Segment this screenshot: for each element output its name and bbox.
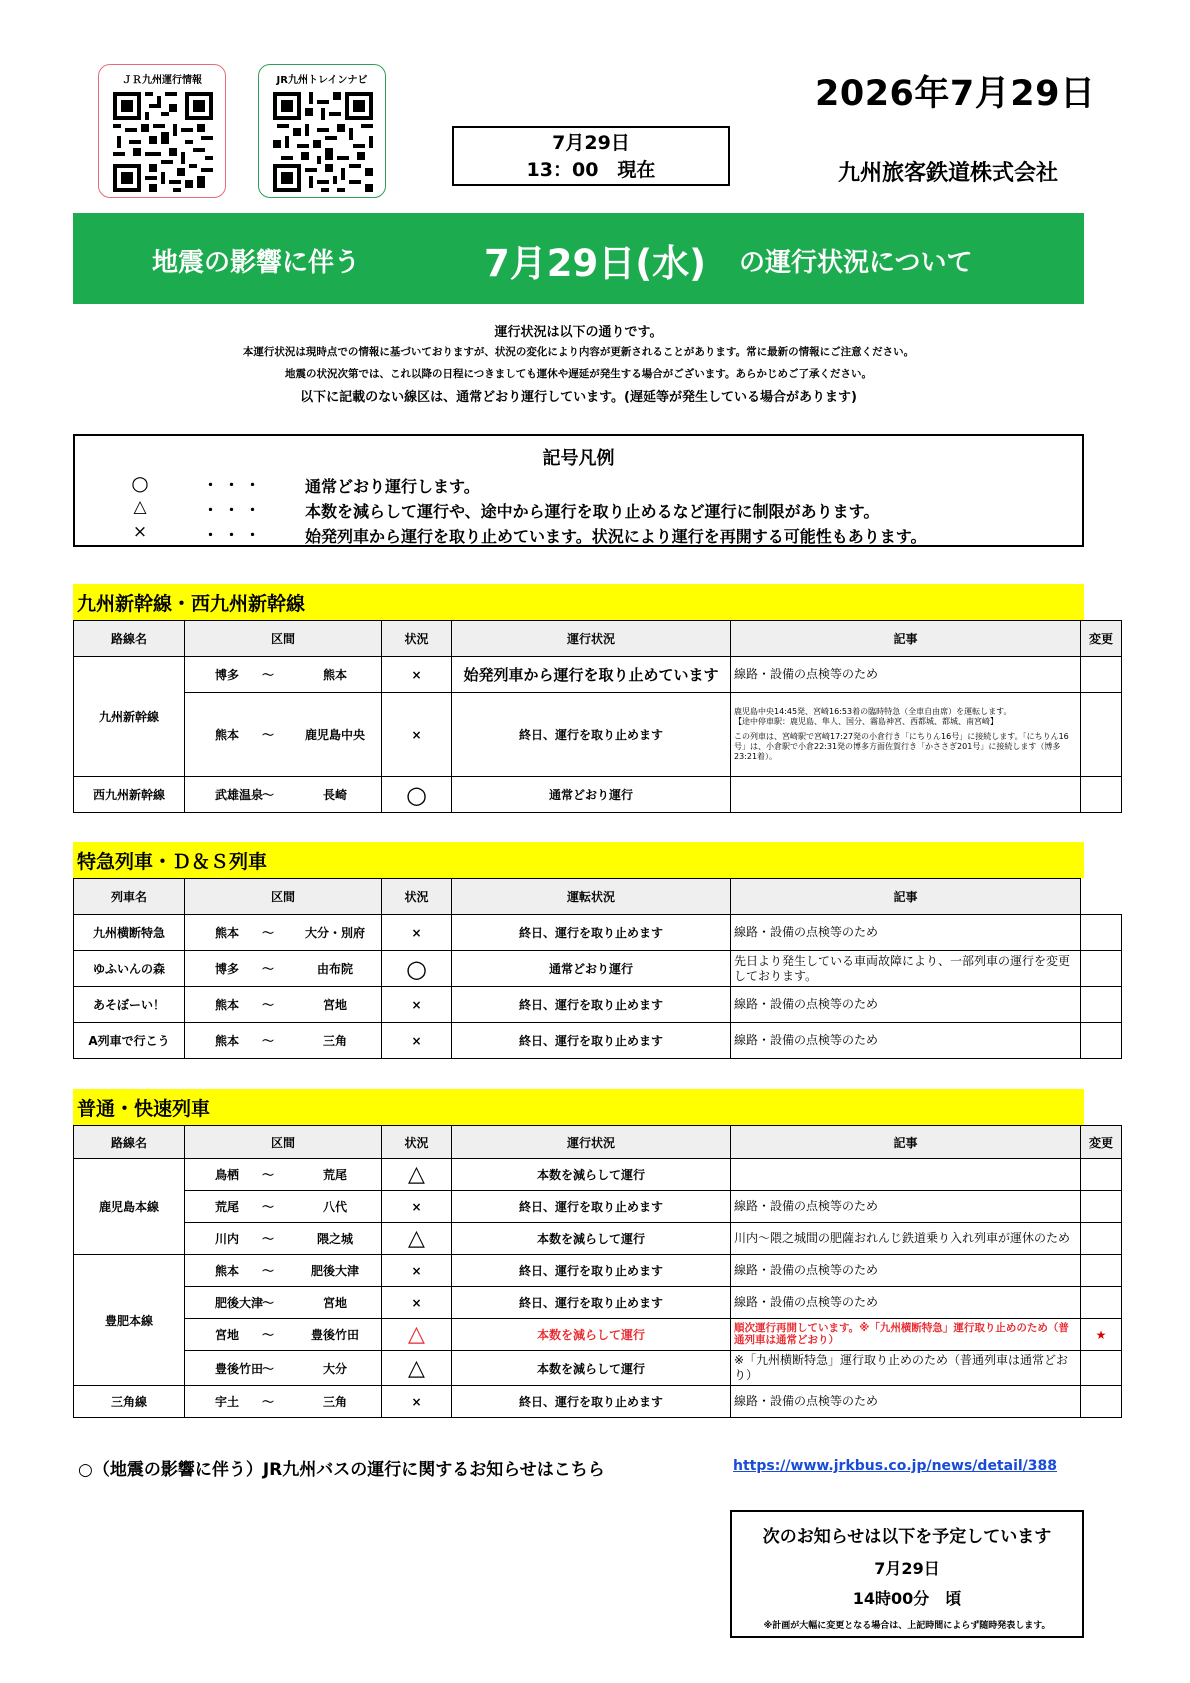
change-cell: [1081, 1159, 1122, 1191]
legend-triangle-desc: 本数を減らして運行や、途中から運行を取り止めるなど運行に制限があります。: [305, 502, 880, 521]
section-tilde: ～: [261, 926, 274, 940]
section-from: 宮地: [215, 1328, 240, 1342]
next-notice-date: 7月29日: [874, 1559, 940, 1578]
status-symbol: ×: [382, 1287, 452, 1319]
page-date: 2026年7月29日: [815, 74, 1096, 114]
section-to: 熊本: [322, 668, 347, 682]
section-to: 大分・別府: [304, 926, 365, 940]
section-cell: [185, 1255, 382, 1287]
shinkansen-table: [73, 620, 1122, 813]
bus-notice-link[interactable]: https://www.jrkbus.co.jp/news/detail/388: [733, 1458, 1058, 1474]
table-row: [74, 1191, 1122, 1223]
express-table: [73, 878, 1122, 1059]
section-tilde: ～: [261, 1328, 274, 1342]
section-to: 長崎: [322, 788, 347, 802]
table-row: [74, 1223, 1122, 1255]
col-header-change: 変更: [1081, 621, 1122, 657]
operation-status: 本数を減らして運行: [452, 1319, 731, 1351]
empty-header-cell: [1081, 879, 1122, 915]
section-cell: [185, 777, 382, 813]
col-header-note: 記事: [731, 879, 1081, 915]
banner-date: 7月29日(水): [484, 242, 707, 285]
section-from: 荒尾: [215, 1200, 240, 1214]
note-cell: 順次運行再開しています。※「九州横断特急」運行取り止めのため（普通列車は通常どおり）: [731, 1319, 1081, 1351]
operation-status: 終日、運行を取り止めます: [452, 1386, 731, 1418]
train-name: ゆふいんの森: [74, 951, 185, 987]
col-header-operation: 運行状況: [452, 1126, 731, 1159]
section-tilde: ～: [261, 1296, 274, 1310]
train-name: 九州横断特急: [74, 915, 185, 951]
section-tilde: ～: [261, 962, 274, 976]
table-row: [74, 1255, 1122, 1287]
change-cell: [1081, 1255, 1122, 1287]
operation-status: 終日、運行を取り止めます: [452, 1023, 731, 1059]
qr-card-operation-info[interactable]: [98, 64, 226, 198]
status-symbol: ×: [382, 1255, 452, 1287]
next-notice-time: 14時00分 頃: [852, 1589, 962, 1608]
section-from: 熊本: [215, 728, 240, 742]
legend-cross-desc: 始発列車から運行を取り止めています。状況により運行を再開する可能性もあります。: [305, 527, 927, 546]
section-cell: [185, 657, 382, 693]
section-to: 肥後大津: [310, 1264, 359, 1278]
table-row: [74, 951, 1122, 987]
section-cell: [185, 1191, 382, 1223]
table-header-row: [74, 1126, 1122, 1159]
col-header-train: 列車名: [74, 879, 185, 915]
note-cell: 線路・設備の点検等のため: [731, 987, 1081, 1023]
operation-status: 終日、運行を取り止めます: [452, 1287, 731, 1319]
table-row: [74, 915, 1122, 951]
col-header-line: 路線名: [74, 621, 185, 657]
section-to: 隈之城: [316, 1232, 353, 1246]
section-title-shinkansen: 九州新幹線・西九州新幹線: [73, 584, 1084, 620]
legend-triangle-symbol: △: [133, 497, 147, 517]
note-cell: 線路・設備の点検等のため: [731, 1191, 1081, 1223]
section-from: 肥後大津: [215, 1296, 264, 1310]
legend-circle-desc: 通常どおり運行します。: [305, 477, 480, 496]
operation-status: 終日、運行を取り止めます: [452, 1191, 731, 1223]
col-header-section: 区間: [185, 621, 382, 657]
legend-circle-symbol: ○: [131, 471, 149, 495]
next-notice-box: [730, 1510, 1084, 1638]
col-header-change: 変更: [1081, 1126, 1122, 1159]
current-time: 13：00 現在: [526, 159, 656, 181]
operation-status: 終日、運行を取り止めます: [452, 1255, 731, 1287]
status-symbol: ×: [382, 915, 452, 951]
status-symbol: ×: [382, 1386, 452, 1418]
col-header-line: 路線名: [74, 1126, 185, 1159]
banner-part-3: の運行状況について: [739, 248, 973, 278]
section-from: 宇土: [215, 1395, 240, 1409]
section-from: 博多: [215, 668, 240, 682]
section-cell: [185, 1223, 382, 1255]
section-to: 宮地: [322, 1296, 347, 1310]
section-tilde: ～: [261, 1200, 274, 1214]
status-symbol: △: [382, 1159, 452, 1191]
change-cell: [1081, 1386, 1122, 1418]
legend-dots: ・・・: [203, 476, 267, 494]
section-tilde: ～: [261, 1361, 274, 1376]
status-symbol: ×: [382, 1023, 452, 1059]
section-to: 三角: [322, 1034, 347, 1048]
table-header-row: [74, 621, 1122, 657]
col-header-note: 記事: [731, 621, 1081, 657]
qr-card-train-navi[interactable]: [258, 64, 386, 198]
status-symbol: ○: [382, 777, 452, 813]
col-header-operation: 運転状況: [452, 879, 731, 915]
legend-dots: ・・・: [203, 501, 267, 519]
table-header-row: [74, 879, 1122, 915]
line-name: 九州新幹線: [74, 657, 185, 777]
section-to: 大分: [322, 1361, 347, 1376]
section-from: 熊本: [215, 998, 240, 1012]
section-tilde: ～: [261, 668, 274, 682]
train-name: あそぼーい！: [74, 987, 185, 1023]
intro-line-2: 本運行状況は現時点での情報に基づいておりますが、状況の変化により内容が更新されることがあります。常に最新の情報にご注意ください。: [242, 346, 915, 358]
section-title-express: 特急列車・Ｄ＆Ｓ列車: [73, 842, 1084, 878]
note-cell: ※「九州横断特急」運行取り止めのため（普通列車は通常どおり）: [731, 1351, 1081, 1386]
change-cell: [1081, 1191, 1122, 1223]
note-line: 【途中停車駅：鹿児島、隼人、国分、霧島神宮、西都城、都城、南宮崎】: [734, 717, 998, 726]
section-from: 熊本: [215, 926, 240, 940]
col-header-status: 状況: [382, 879, 452, 915]
section-from: 豊後竹田: [215, 1361, 264, 1376]
col-header-status: 状況: [382, 621, 452, 657]
qr-code-icon: [113, 92, 213, 192]
table-row: [74, 1351, 1122, 1386]
table-row: [74, 777, 1122, 813]
change-cell: [1081, 777, 1122, 813]
current-date: 7月29日: [552, 132, 630, 154]
note-cell: 線路・設備の点検等のため: [731, 1386, 1081, 1418]
section-tilde: ～: [261, 788, 274, 802]
table-row: [74, 1287, 1122, 1319]
section-title-local: 普通・快速列車: [73, 1089, 1084, 1125]
section-cell: [185, 1386, 382, 1418]
operation-status: 終日、運行を取り止めます: [452, 915, 731, 951]
change-cell: [1081, 1287, 1122, 1319]
operation-status: 終日、運行を取り止めます: [452, 987, 731, 1023]
status-symbol: △: [382, 1319, 452, 1351]
note-cell: 先日より発生している車両故障により、一部列車の運行を変更しております。: [731, 951, 1081, 987]
section-tilde: ～: [261, 1232, 274, 1246]
change-cell: [1081, 951, 1122, 987]
note-cell: [731, 1159, 1081, 1191]
status-symbol: ×: [382, 657, 452, 693]
note-cell: 線路・設備の点検等のため: [731, 1287, 1081, 1319]
note-cell: 川内～隈之城間の肥薩おれんじ鉄道乗り入れ列車が運休のため: [731, 1223, 1081, 1255]
operation-status: 終日、運行を取り止めます: [452, 693, 731, 777]
col-header-note: 記事: [731, 1126, 1081, 1159]
qr-code-icon: [273, 92, 373, 192]
table-row-highlight: [74, 1319, 1122, 1351]
bus-notice: ○（地震の影響に伴う）JR九州バスの運行に関するお知らせはこちら: [78, 1460, 605, 1480]
section-to: 由布院: [316, 962, 353, 976]
section-tilde: ～: [261, 1395, 274, 1409]
line-name: 鹿児島本線: [74, 1159, 185, 1255]
section-tilde: ～: [261, 728, 274, 742]
note-cell: [731, 777, 1081, 813]
change-cell: [1081, 987, 1122, 1023]
next-notice-footnote: ※計画が大幅に変更となる場合は、上記時間によらず随時発表します。: [763, 1621, 1051, 1631]
symbol-legend: [73, 434, 1084, 547]
section-cell: [185, 951, 382, 987]
section-cell: [185, 1023, 382, 1059]
change-cell: [1081, 1223, 1122, 1255]
local-table: [73, 1125, 1122, 1418]
note-cell: [731, 693, 1081, 777]
train-name: A列車で行こう: [74, 1023, 185, 1059]
intro-line-3: 地震の状況次第では、これ以降の日程につきましても運休や遅延が発生する場合がございます。あらかじめご了承ください。: [285, 368, 872, 380]
section-to: 宮地: [322, 998, 347, 1012]
section-from: 博多: [215, 962, 240, 976]
section-cell: [185, 1351, 382, 1386]
section-from: 熊本: [215, 1264, 240, 1278]
section-to: 三角: [322, 1395, 347, 1409]
note-line: 鹿児島中央14:45発、宮崎16:53着の臨時特急（全車自由席）を運転します。: [734, 707, 1012, 716]
section-cell: [185, 915, 382, 951]
legend-title: 記号凡例: [542, 448, 615, 469]
section-tilde: ～: [261, 998, 274, 1012]
table-row: [74, 657, 1122, 693]
change-cell: [1081, 657, 1122, 693]
status-symbol: ×: [382, 987, 452, 1023]
section-to: 八代: [322, 1200, 347, 1214]
table-row: [74, 987, 1122, 1023]
section-cell: [185, 1159, 382, 1191]
section-to: 荒尾: [322, 1168, 347, 1182]
operation-status: 本数を減らして運行: [452, 1351, 731, 1386]
section-tilde: ～: [261, 1034, 274, 1048]
line-name: 豊肥本線: [74, 1255, 185, 1386]
intro-line-1: 運行状況は以下の通りです。: [494, 325, 663, 340]
section-from: 鳥栖: [215, 1168, 240, 1182]
section-to: 鹿児島中央: [304, 728, 365, 742]
section-to: 豊後竹田: [310, 1328, 359, 1342]
title-banner: [73, 213, 1084, 304]
col-header-operation: 運行状況: [452, 621, 731, 657]
operation-status: 通常どおり運行: [452, 777, 731, 813]
intro-line-4: 以下に記載のない線区は、通常どおり運行しています。(遅延等が発生している場合があります): [300, 390, 857, 405]
table-row: [74, 1023, 1122, 1059]
legend-dots: ・・・: [203, 526, 267, 544]
note-cell: 線路・設備の点検等のため: [731, 1023, 1081, 1059]
legend-cross-symbol: ×: [132, 522, 148, 542]
qr-title-operation-info: ＪＲ九州運行情報: [122, 75, 202, 86]
company-name: 九州旅客鉄道株式会社: [838, 161, 1059, 186]
change-cell: [1081, 693, 1122, 777]
section-tilde: ～: [261, 1168, 274, 1182]
change-cell: [1081, 1023, 1122, 1059]
section-from: 熊本: [215, 1034, 240, 1048]
current-time-box: [452, 126, 730, 186]
note-line: この列車は、宮崎駅で宮崎17:27発の小倉行き「にちりん16号」に接続します。「にちりん16号」は、小倉駅で小倉22:31発の博多方面佐賀行き「かささぎ201号」に接続します（博多23:21着）。: [734, 732, 1069, 761]
section-cell: [185, 1319, 382, 1351]
col-header-status: 状況: [382, 1126, 452, 1159]
operation-status: 本数を減らして運行: [452, 1159, 731, 1191]
line-name: 西九州新幹線: [74, 777, 185, 813]
section-cell: [185, 987, 382, 1023]
section-from: 武雄温泉: [215, 788, 264, 802]
col-header-section: 区間: [185, 1126, 382, 1159]
status-symbol: △: [382, 1351, 452, 1386]
note-cell: 線路・設備の点検等のため: [731, 657, 1081, 693]
next-notice-title: 次のお知らせは以下を予定しています: [762, 1527, 1052, 1547]
note-cell: 線路・設備の点検等のため: [731, 1255, 1081, 1287]
section-tilde: ～: [261, 1264, 274, 1278]
table-row: [74, 693, 1122, 777]
col-header-section: 区間: [185, 879, 382, 915]
section-cell: [185, 1287, 382, 1319]
change-cell: [1081, 1351, 1122, 1386]
status-symbol: ×: [382, 1191, 452, 1223]
note-cell: 線路・設備の点検等のため: [731, 915, 1081, 951]
table-row: [74, 1386, 1122, 1418]
section-from: 川内: [215, 1232, 240, 1246]
change-cell: [1081, 915, 1122, 951]
qr-title-train-navi: JR九州トレインナビ: [276, 75, 368, 86]
operation-status: 本数を減らして運行: [452, 1223, 731, 1255]
change-star: ★: [1081, 1319, 1122, 1351]
section-cell: [185, 693, 382, 777]
status-symbol: ×: [382, 693, 452, 777]
operation-status: 通常どおり運行: [452, 951, 731, 987]
operation-status: 始発列車から運行を取り止めています: [452, 657, 731, 693]
line-name: 三角線: [74, 1386, 185, 1418]
status-symbol: ○: [382, 951, 452, 987]
banner-part-1: 地震の影響に伴う: [152, 248, 361, 278]
table-row: [74, 1159, 1122, 1191]
status-symbol: △: [382, 1223, 452, 1255]
